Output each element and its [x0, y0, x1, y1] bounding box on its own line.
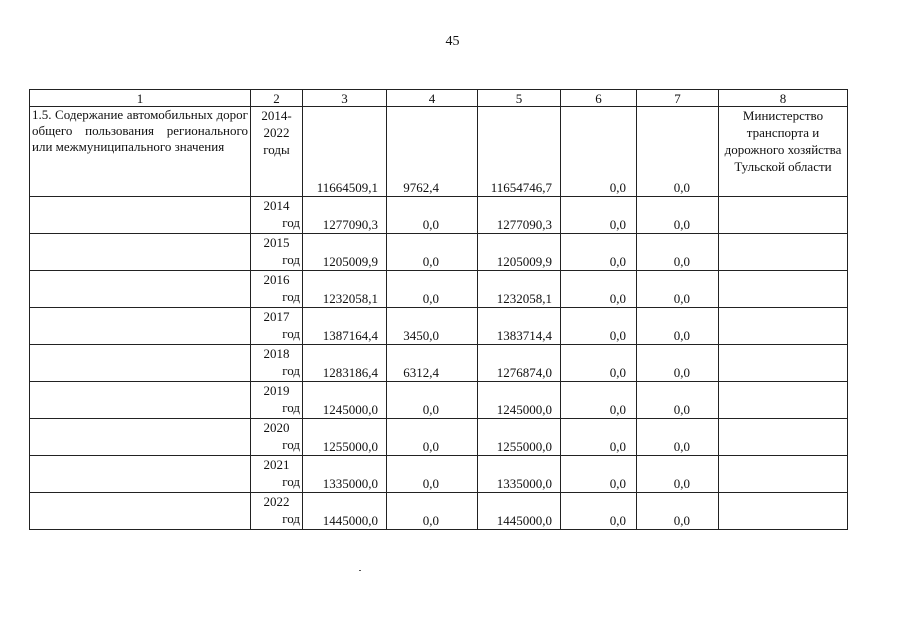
- year-col-4: 0,0: [387, 271, 478, 308]
- empty-name-cell: [30, 271, 251, 308]
- total-col-6: 0,0: [561, 107, 637, 197]
- year-col-7: 0,0: [637, 197, 719, 234]
- header-row: [30, 90, 848, 107]
- total-col-5: 11654746,7: [478, 107, 561, 197]
- year-label: 2017: [263, 309, 290, 324]
- header-col-5: 5: [478, 90, 561, 107]
- year-label: 2022: [263, 494, 290, 509]
- year-col-3: 1205009,9: [303, 234, 387, 271]
- empty-executor-cell: [719, 456, 848, 493]
- year-col-6: 0,0: [561, 456, 637, 493]
- year-col-5: 1255000,0: [478, 419, 561, 456]
- year-col-6: 0,0: [561, 234, 637, 271]
- year-unit-label: год: [282, 363, 300, 378]
- empty-executor-cell: [719, 419, 848, 456]
- empty-name-cell: [30, 234, 251, 271]
- year-cell: [251, 456, 303, 493]
- table-row: [30, 419, 848, 456]
- year-label: 2019: [263, 383, 290, 398]
- year-col-6: 0,0: [561, 271, 637, 308]
- header-col-7: 7: [637, 90, 719, 107]
- year-col-7: 0,0: [637, 271, 719, 308]
- year-col-3: 1255000,0: [303, 419, 387, 456]
- empty-executor-cell: [719, 308, 848, 345]
- year-unit-label: год: [282, 400, 300, 415]
- year-col-3: 1335000,0: [303, 456, 387, 493]
- year-col-3: 1232058,1: [303, 271, 387, 308]
- year-label: 2016: [263, 272, 290, 287]
- period-cell: 2014-2022 годы: [251, 107, 303, 197]
- year-col-4: 6312,4: [387, 345, 478, 382]
- activity-name: 1.5. Содержание автомобильных дорог общего пользования регионального или межмуниципального значения: [30, 107, 251, 197]
- empty-name-cell: [30, 456, 251, 493]
- year-col-4: 0,0: [387, 456, 478, 493]
- header-col-2: 2: [251, 90, 303, 107]
- table-row: [30, 345, 848, 382]
- empty-executor-cell: [719, 345, 848, 382]
- empty-name-cell: [30, 493, 251, 530]
- year-col-7: 0,0: [637, 456, 719, 493]
- header-col-4: 4: [387, 90, 478, 107]
- table-row: [30, 308, 848, 345]
- year-cell: [251, 308, 303, 345]
- empty-name-cell: [30, 345, 251, 382]
- empty-name-cell: [30, 419, 251, 456]
- year-col-6: 0,0: [561, 345, 637, 382]
- year-col-6: 0,0: [561, 419, 637, 456]
- empty-executor-cell: [719, 234, 848, 271]
- year-col-3: 1387164,4: [303, 308, 387, 345]
- year-label: 2018: [263, 346, 290, 361]
- year-col-7: 0,0: [637, 419, 719, 456]
- year-col-6: 0,0: [561, 382, 637, 419]
- table-row: [30, 234, 848, 271]
- year-col-4: 0,0: [387, 493, 478, 530]
- year-cell: [251, 382, 303, 419]
- year-col-4: 3450,0: [387, 308, 478, 345]
- year-col-3: 1277090,3: [303, 197, 387, 234]
- year-unit-label: год: [282, 252, 300, 267]
- year-col-5: 1335000,0: [478, 456, 561, 493]
- year-col-7: 0,0: [637, 308, 719, 345]
- year-cell: [251, 271, 303, 308]
- table-row: [30, 382, 848, 419]
- year-col-4: 0,0: [387, 419, 478, 456]
- year-unit-label: год: [282, 215, 300, 230]
- year-col-7: 0,0: [637, 345, 719, 382]
- year-col-7: 0,0: [637, 493, 719, 530]
- year-col-6: 0,0: [561, 493, 637, 530]
- year-col-5: 1205009,9: [478, 234, 561, 271]
- empty-executor-cell: [719, 197, 848, 234]
- page-number: 45: [445, 34, 460, 49]
- header-col-6: 6: [561, 90, 637, 107]
- executor-cell: Министерство транспорта и дорожного хозяйства Тульской области: [719, 107, 848, 197]
- empty-executor-cell: [719, 493, 848, 530]
- year-unit-label: год: [282, 511, 300, 526]
- year-col-7: 0,0: [637, 234, 719, 271]
- empty-name-cell: [30, 382, 251, 419]
- year-cell: [251, 493, 303, 530]
- year-col-4: 0,0: [387, 234, 478, 271]
- program-table: [29, 89, 848, 530]
- year-col-5: 1277090,3: [478, 197, 561, 234]
- empty-executor-cell: [719, 271, 848, 308]
- table-row: [30, 493, 848, 530]
- empty-name-cell: [30, 308, 251, 345]
- year-cell: [251, 234, 303, 271]
- header-col-8: 8: [719, 90, 848, 107]
- year-col-6: 0,0: [561, 197, 637, 234]
- total-col-3: 11664509,1: [303, 107, 387, 197]
- table-row: [30, 271, 848, 308]
- year-col-6: 0,0: [561, 308, 637, 345]
- year-label: 2015: [263, 235, 290, 250]
- total-col-7: 0,0: [637, 107, 719, 197]
- header-col-3: 3: [303, 90, 387, 107]
- year-col-3: 1445000,0: [303, 493, 387, 530]
- year-cell: [251, 345, 303, 382]
- year-label: 2021: [263, 457, 290, 472]
- year-unit-label: год: [282, 326, 300, 341]
- year-col-7: 0,0: [637, 382, 719, 419]
- empty-name-cell: [30, 197, 251, 234]
- year-cell: [251, 419, 303, 456]
- year-col-5: 1383714,4: [478, 308, 561, 345]
- year-col-4: 0,0: [387, 382, 478, 419]
- header-col-1: 1: [30, 90, 251, 107]
- table-row-total: [30, 107, 848, 197]
- table-row: [30, 456, 848, 493]
- year-col-4: 0,0: [387, 197, 478, 234]
- year-label: 2020: [263, 420, 290, 435]
- empty-executor-cell: [719, 382, 848, 419]
- year-col-3: 1283186,4: [303, 345, 387, 382]
- year-unit-label: год: [282, 474, 300, 489]
- year-unit-label: год: [282, 289, 300, 304]
- year-col-5: 1232058,1: [478, 271, 561, 308]
- scan-dot: [359, 570, 361, 571]
- year-unit-label: год: [282, 437, 300, 452]
- year-col-3: 1245000,0: [303, 382, 387, 419]
- year-col-5: 1245000,0: [478, 382, 561, 419]
- year-label: 2014: [263, 198, 290, 213]
- year-col-5: 1276874,0: [478, 345, 561, 382]
- total-col-4: 9762,4: [387, 107, 478, 197]
- year-col-5: 1445000,0: [478, 493, 561, 530]
- year-cell: [251, 197, 303, 234]
- table-row: [30, 197, 848, 234]
